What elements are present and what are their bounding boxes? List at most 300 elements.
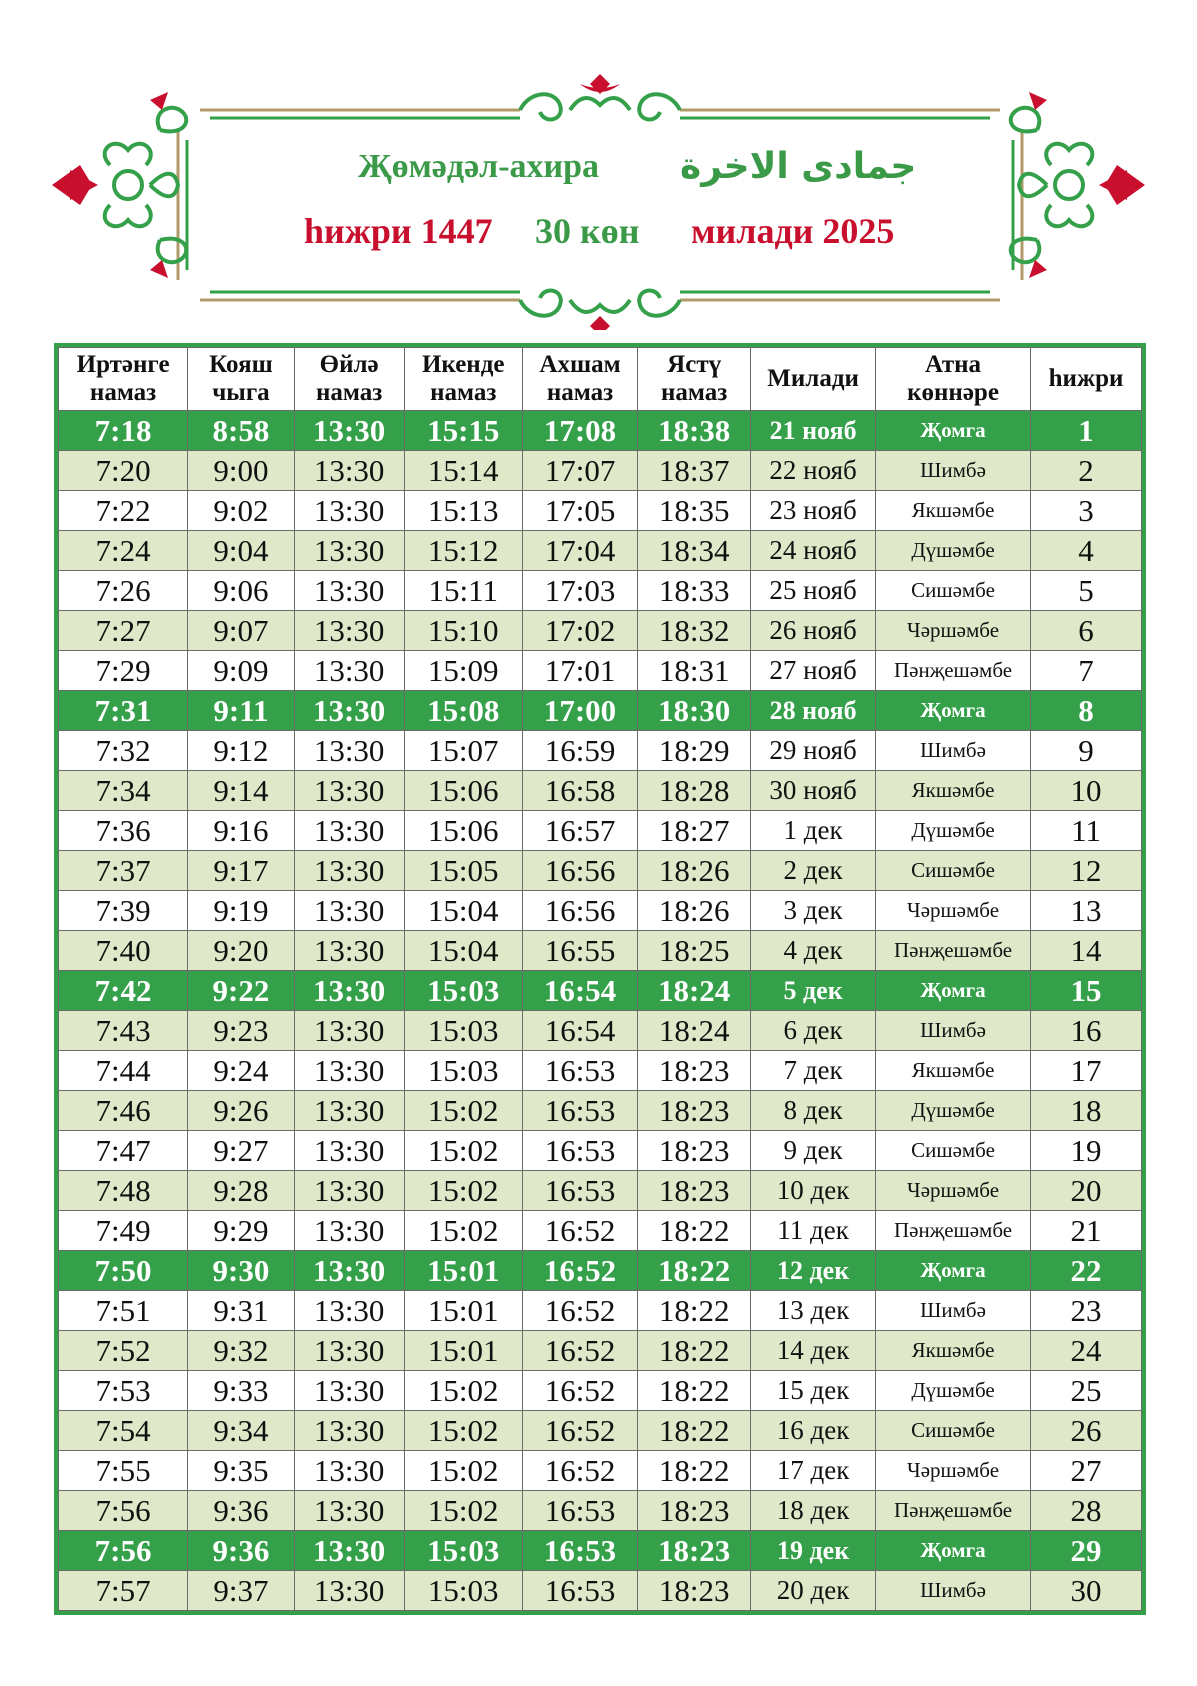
cell-weekday: Дүшәмбе (876, 531, 1031, 571)
cell-sunrise: 9:22 (188, 971, 295, 1011)
cell-hijri-day: 6 (1031, 611, 1142, 651)
cell-evening-prayer: 16:58 (522, 771, 637, 811)
month-name-tatar: Җөмәдәл-ахира (358, 148, 600, 185)
cell-weekday: Пәнҗешәмбе (876, 931, 1031, 971)
cell-afternoon-prayer: 15:03 (404, 1531, 522, 1571)
cell-gregorian-date: 17 дек (751, 1451, 876, 1491)
cell-sunrise: 9:36 (188, 1531, 295, 1571)
cell-weekday: Чәршәмбе (876, 1171, 1031, 1211)
cell-hijri-day: 11 (1031, 811, 1142, 851)
cell-noon-prayer: 13:30 (294, 1251, 404, 1291)
cell-morning-prayer: 7:54 (59, 1411, 188, 1451)
cell-morning-prayer: 7:49 (59, 1211, 188, 1251)
cell-weekday: Җомга (876, 1531, 1031, 1571)
cell-evening-prayer: 16:53 (522, 1491, 637, 1531)
cell-afternoon-prayer: 15:02 (404, 1411, 522, 1451)
cell-hijri-day: 15 (1031, 971, 1142, 1011)
cell-hijri-day: 5 (1031, 571, 1142, 611)
table-row (59, 811, 1142, 851)
header-line: һижри (1048, 365, 1124, 392)
cell-afternoon-prayer: 15:06 (404, 771, 522, 811)
cell-night-prayer: 18:22 (638, 1371, 751, 1411)
cell-noon-prayer: 13:30 (294, 571, 404, 611)
cell-evening-prayer: 16:54 (522, 1011, 637, 1051)
cell-night-prayer: 18:35 (638, 491, 751, 531)
cell-evening-prayer: 16:53 (522, 1131, 637, 1171)
cell-evening-prayer: 16:53 (522, 1051, 637, 1091)
cell-hijri-day: 19 (1031, 1131, 1142, 1171)
cell-night-prayer: 18:23 (638, 1491, 751, 1531)
cell-morning-prayer: 7:24 (59, 531, 188, 571)
cell-morning-prayer: 7:47 (59, 1131, 188, 1171)
cell-weekday: Чәршәмбе (876, 891, 1031, 931)
cell-weekday: Шимбә (876, 451, 1031, 491)
cell-gregorian-date: 13 дек (751, 1291, 876, 1331)
cell-night-prayer: 18:23 (638, 1571, 751, 1611)
cell-sunrise: 9:33 (188, 1371, 295, 1411)
table-row (59, 1451, 1142, 1491)
hijri-year: һижри 1447 (304, 211, 493, 251)
cell-afternoon-prayer: 15:02 (404, 1371, 522, 1411)
table-row (59, 1171, 1142, 1211)
cell-afternoon-prayer: 15:12 (404, 531, 522, 571)
cell-morning-prayer: 7:52 (59, 1331, 188, 1371)
cell-weekday: Җомга (876, 411, 1031, 451)
cell-evening-prayer: 16:53 (522, 1171, 637, 1211)
cell-hijri-day: 3 (1031, 491, 1142, 531)
cell-noon-prayer: 13:30 (294, 611, 404, 651)
table-row (59, 1331, 1142, 1371)
cell-noon-prayer: 13:30 (294, 1411, 404, 1451)
cell-hijri-day: 4 (1031, 531, 1142, 571)
cell-sunrise: 9:06 (188, 571, 295, 611)
cell-afternoon-prayer: 15:01 (404, 1291, 522, 1331)
cell-noon-prayer: 13:30 (294, 411, 404, 451)
header-afternoon-prayer (404, 348, 522, 411)
cell-weekday: Сишәмбе (876, 1131, 1031, 1171)
cell-morning-prayer: 7:32 (59, 731, 188, 771)
table-row-friday (59, 971, 1142, 1011)
cell-hijri-day: 27 (1031, 1451, 1142, 1491)
cell-gregorian-date: 12 дек (751, 1251, 876, 1291)
cell-night-prayer: 18:31 (638, 651, 751, 691)
cell-gregorian-date: 27 нояб (751, 651, 876, 691)
cell-noon-prayer: 13:30 (294, 811, 404, 851)
table-row (59, 611, 1142, 651)
cell-hijri-day: 26 (1031, 1411, 1142, 1451)
cell-gregorian-date: 3 дек (751, 891, 876, 931)
cell-weekday: Чәршәмбе (876, 1451, 1031, 1491)
cell-night-prayer: 18:23 (638, 1131, 751, 1171)
table-row (59, 1371, 1142, 1411)
cell-night-prayer: 18:26 (638, 851, 751, 891)
cell-sunrise: 9:36 (188, 1491, 295, 1531)
month-days-count: 30 көн (535, 211, 640, 251)
cell-morning-prayer: 7:37 (59, 851, 188, 891)
cell-weekday: Якшәмбе (876, 1331, 1031, 1371)
cell-morning-prayer: 7:29 (59, 651, 188, 691)
cell-night-prayer: 18:28 (638, 771, 751, 811)
cell-sunrise: 9:23 (188, 1011, 295, 1051)
cell-night-prayer: 18:24 (638, 971, 751, 1011)
cell-morning-prayer: 7:48 (59, 1171, 188, 1211)
cell-morning-prayer: 7:44 (59, 1051, 188, 1091)
cell-night-prayer: 18:38 (638, 411, 751, 451)
cell-gregorian-date: 10 дек (751, 1171, 876, 1211)
cell-afternoon-prayer: 15:11 (404, 571, 522, 611)
cell-morning-prayer: 7:18 (59, 411, 188, 451)
cell-morning-prayer: 7:51 (59, 1291, 188, 1331)
cell-sunrise: 9:11 (188, 691, 295, 731)
header-line: намаз (660, 379, 728, 406)
cell-night-prayer: 18:22 (638, 1291, 751, 1331)
cell-hijri-day: 21 (1031, 1211, 1142, 1251)
header-night-prayer (638, 348, 751, 411)
cell-gregorian-date: 4 дек (751, 931, 876, 971)
cell-weekday: Җомга (876, 691, 1031, 731)
cell-afternoon-prayer: 15:03 (404, 1051, 522, 1091)
cell-afternoon-prayer: 15:07 (404, 731, 522, 771)
cell-weekday: Пәнҗешәмбе (876, 1211, 1031, 1251)
cell-noon-prayer: 13:30 (294, 651, 404, 691)
header-line: чыга (212, 379, 270, 406)
table-body (59, 411, 1142, 1611)
cell-morning-prayer: 7:55 (59, 1451, 188, 1491)
header-line: Атна (925, 351, 982, 378)
cell-gregorian-date: 11 дек (751, 1211, 876, 1251)
cell-noon-prayer: 13:30 (294, 1171, 404, 1211)
cell-hijri-day: 1 (1031, 411, 1142, 451)
cell-afternoon-prayer: 15:02 (404, 1131, 522, 1171)
cell-night-prayer: 18:30 (638, 691, 751, 731)
table-row (59, 1491, 1142, 1531)
cell-night-prayer: 18:24 (638, 1011, 751, 1051)
cell-night-prayer: 18:27 (638, 811, 751, 851)
cell-hijri-day: 7 (1031, 651, 1142, 691)
table-row (59, 1131, 1142, 1171)
table-row (59, 491, 1142, 531)
calendar-header (50, 70, 1147, 330)
cell-weekday: Сишәмбе (876, 1411, 1031, 1451)
table-row (59, 1571, 1142, 1611)
cell-afternoon-prayer: 15:03 (404, 971, 522, 1011)
cell-sunrise: 9:12 (188, 731, 295, 771)
table-row (59, 1091, 1142, 1131)
cell-hijri-day: 30 (1031, 1571, 1142, 1611)
month-name-arabic: جمادى الاخرة (680, 146, 917, 187)
header-line: Өйлә (319, 351, 379, 378)
cell-gregorian-date: 5 дек (751, 971, 876, 1011)
table-row (59, 1051, 1142, 1091)
cell-weekday: Чәршәмбе (876, 611, 1031, 651)
table-row-friday (59, 1531, 1142, 1571)
cell-afternoon-prayer: 15:08 (404, 691, 522, 731)
cell-hijri-day: 2 (1031, 451, 1142, 491)
cell-gregorian-date: 30 нояб (751, 771, 876, 811)
header-line: Милади (767, 365, 859, 392)
cell-sunrise: 9:37 (188, 1571, 295, 1611)
cell-weekday: Шимбә (876, 1571, 1031, 1611)
cell-gregorian-date: 28 нояб (751, 691, 876, 731)
cell-morning-prayer: 7:31 (59, 691, 188, 731)
cell-morning-prayer: 7:43 (59, 1011, 188, 1051)
cell-weekday: Сишәмбе (876, 851, 1031, 891)
cell-sunrise: 9:31 (188, 1291, 295, 1331)
cell-hijri-day: 24 (1031, 1331, 1142, 1371)
cell-evening-prayer: 17:00 (522, 691, 637, 731)
cell-hijri-day: 17 (1031, 1051, 1142, 1091)
cell-afternoon-prayer: 15:05 (404, 851, 522, 891)
cell-weekday: Дүшәмбе (876, 1091, 1031, 1131)
cell-evening-prayer: 17:01 (522, 651, 637, 691)
cell-night-prayer: 18:37 (638, 451, 751, 491)
cell-hijri-day: 28 (1031, 1491, 1142, 1531)
header-noon-prayer (294, 348, 404, 411)
table-row-friday (59, 411, 1142, 451)
cell-gregorian-date: 6 дек (751, 1011, 876, 1051)
cell-sunrise: 9:04 (188, 531, 295, 571)
cell-hijri-day: 8 (1031, 691, 1142, 731)
cell-noon-prayer: 13:30 (294, 931, 404, 971)
header-gregorian-date (751, 348, 876, 411)
cell-sunrise: 9:07 (188, 611, 295, 651)
cell-weekday: Якшәмбе (876, 491, 1031, 531)
prayer-times-table (54, 343, 1146, 1615)
cell-weekday: Җомга (876, 1251, 1031, 1291)
cell-gregorian-date: 7 дек (751, 1051, 876, 1091)
cell-evening-prayer: 16:53 (522, 1531, 637, 1571)
cell-night-prayer: 18:25 (638, 931, 751, 971)
cell-evening-prayer: 16:52 (522, 1331, 637, 1371)
table-row (59, 1011, 1142, 1051)
cell-sunrise: 9:27 (188, 1131, 295, 1171)
cell-noon-prayer: 13:30 (294, 491, 404, 531)
cell-evening-prayer: 16:52 (522, 1451, 637, 1491)
cell-afternoon-prayer: 15:02 (404, 1091, 522, 1131)
cell-sunrise: 9:20 (188, 931, 295, 971)
cell-gregorian-date: 15 дек (751, 1371, 876, 1411)
cell-evening-prayer: 16:59 (522, 731, 637, 771)
cell-night-prayer: 18:22 (638, 1411, 751, 1451)
cell-afternoon-prayer: 15:01 (404, 1331, 522, 1371)
cell-afternoon-prayer: 15:04 (404, 891, 522, 931)
cell-gregorian-date: 9 дек (751, 1131, 876, 1171)
cell-evening-prayer: 16:56 (522, 851, 637, 891)
cell-night-prayer: 18:22 (638, 1251, 751, 1291)
cell-night-prayer: 18:22 (638, 1331, 751, 1371)
cell-afternoon-prayer: 15:14 (404, 451, 522, 491)
cell-noon-prayer: 13:30 (294, 1051, 404, 1091)
cell-morning-prayer: 7:40 (59, 931, 188, 971)
cell-morning-prayer: 7:56 (59, 1491, 188, 1531)
cell-hijri-day: 14 (1031, 931, 1142, 971)
cell-evening-prayer: 17:05 (522, 491, 637, 531)
table-row (59, 1411, 1142, 1451)
cell-hijri-day: 29 (1031, 1531, 1142, 1571)
cell-night-prayer: 18:29 (638, 731, 751, 771)
cell-afternoon-prayer: 15:02 (404, 1491, 522, 1531)
cell-evening-prayer: 16:53 (522, 1091, 637, 1131)
cell-evening-prayer: 16:57 (522, 811, 637, 851)
cell-noon-prayer: 13:30 (294, 971, 404, 1011)
cell-hijri-day: 9 (1031, 731, 1142, 771)
cell-night-prayer: 18:34 (638, 531, 751, 571)
table-row (59, 931, 1142, 971)
cell-morning-prayer: 7:46 (59, 1091, 188, 1131)
cell-sunrise: 9:00 (188, 451, 295, 491)
table-row (59, 651, 1142, 691)
cell-night-prayer: 18:33 (638, 571, 751, 611)
cell-noon-prayer: 13:30 (294, 1491, 404, 1531)
cell-afternoon-prayer: 15:09 (404, 651, 522, 691)
cell-hijri-day: 10 (1031, 771, 1142, 811)
cell-afternoon-prayer: 15:03 (404, 1571, 522, 1611)
cell-morning-prayer: 7:36 (59, 811, 188, 851)
cell-sunrise: 9:30 (188, 1251, 295, 1291)
cell-hijri-day: 16 (1031, 1011, 1142, 1051)
cell-evening-prayer: 16:55 (522, 931, 637, 971)
cell-sunrise: 9:26 (188, 1091, 295, 1131)
cell-sunrise: 9:02 (188, 491, 295, 531)
cell-weekday: Якшәмбе (876, 771, 1031, 811)
cell-afternoon-prayer: 15:06 (404, 811, 522, 851)
header-line: Икенде (421, 351, 505, 378)
header-line: Иртәнге (76, 351, 170, 378)
ornamental-frame (50, 70, 1147, 330)
table-row (59, 771, 1142, 811)
cell-morning-prayer: 7:20 (59, 451, 188, 491)
header-line: көннәре (907, 379, 999, 406)
cell-noon-prayer: 13:30 (294, 1291, 404, 1331)
cell-gregorian-date: 29 нояб (751, 731, 876, 771)
cell-evening-prayer: 17:07 (522, 451, 637, 491)
cell-morning-prayer: 7:39 (59, 891, 188, 931)
cell-noon-prayer: 13:30 (294, 1331, 404, 1371)
cell-evening-prayer: 17:04 (522, 531, 637, 571)
cell-evening-prayer: 17:03 (522, 571, 637, 611)
table-row (59, 1291, 1142, 1331)
cell-gregorian-date: 16 дек (751, 1411, 876, 1451)
cell-gregorian-date: 24 нояб (751, 531, 876, 571)
header-line: намаз (89, 379, 157, 406)
cell-night-prayer: 18:23 (638, 1051, 751, 1091)
header-weekday (876, 348, 1031, 411)
cell-evening-prayer: 17:08 (522, 411, 637, 451)
cell-evening-prayer: 16:54 (522, 971, 637, 1011)
table-row (59, 531, 1142, 571)
cell-hijri-day: 13 (1031, 891, 1142, 931)
cell-weekday: Шимбә (876, 1011, 1031, 1051)
cell-sunrise: 9:29 (188, 1211, 295, 1251)
cell-afternoon-prayer: 15:02 (404, 1451, 522, 1491)
cell-weekday: Шимбә (876, 731, 1031, 771)
cell-evening-prayer: 16:52 (522, 1211, 637, 1251)
cell-evening-prayer: 16:52 (522, 1371, 637, 1411)
table-row-friday (59, 1251, 1142, 1291)
table-row (59, 891, 1142, 931)
cell-night-prayer: 18:32 (638, 611, 751, 651)
cell-hijri-day: 18 (1031, 1091, 1142, 1131)
cell-hijri-day: 20 (1031, 1171, 1142, 1211)
cell-night-prayer: 18:22 (638, 1211, 751, 1251)
header-line: намаз (546, 379, 614, 406)
cell-weekday: Дүшәмбе (876, 1371, 1031, 1411)
cell-morning-prayer: 7:22 (59, 491, 188, 531)
table-row (59, 1211, 1142, 1251)
cell-hijri-day: 25 (1031, 1371, 1142, 1411)
cell-noon-prayer: 13:30 (294, 691, 404, 731)
cell-morning-prayer: 7:57 (59, 1571, 188, 1611)
cell-gregorian-date: 8 дек (751, 1091, 876, 1131)
cell-noon-prayer: 13:30 (294, 851, 404, 891)
cell-night-prayer: 18:26 (638, 891, 751, 931)
cell-night-prayer: 18:23 (638, 1091, 751, 1131)
cell-sunrise: 9:14 (188, 771, 295, 811)
gregorian-year: милади 2025 (691, 211, 895, 251)
cell-gregorian-date: 26 нояб (751, 611, 876, 651)
cell-evening-prayer: 16:52 (522, 1251, 637, 1291)
cell-noon-prayer: 13:30 (294, 1371, 404, 1411)
cell-noon-prayer: 13:30 (294, 891, 404, 931)
header-evening-prayer (522, 348, 637, 411)
header-line: намаз (315, 379, 383, 406)
cell-gregorian-date: 1 дек (751, 811, 876, 851)
cell-noon-prayer: 13:30 (294, 1451, 404, 1491)
cell-morning-prayer: 7:50 (59, 1251, 188, 1291)
cell-gregorian-date: 23 нояб (751, 491, 876, 531)
cell-gregorian-date: 25 нояб (751, 571, 876, 611)
cell-evening-prayer: 16:52 (522, 1411, 637, 1451)
header-line: Ахшам (539, 351, 621, 378)
cell-night-prayer: 18:22 (638, 1451, 751, 1491)
cell-sunrise: 9:16 (188, 811, 295, 851)
cell-weekday: Пәнҗешәмбе (876, 651, 1031, 691)
cell-evening-prayer: 16:52 (522, 1291, 637, 1331)
cell-morning-prayer: 7:27 (59, 611, 188, 651)
cell-evening-prayer: 16:53 (522, 1571, 637, 1611)
cell-gregorian-date: 19 дек (751, 1531, 876, 1571)
cell-noon-prayer: 13:30 (294, 1131, 404, 1171)
cell-noon-prayer: 13:30 (294, 531, 404, 571)
cell-noon-prayer: 13:30 (294, 451, 404, 491)
top-ornament (520, 94, 680, 119)
left-ornament (105, 108, 187, 262)
header-hijri-day (1031, 348, 1142, 411)
cell-morning-prayer: 7:42 (59, 971, 188, 1011)
cell-gregorian-date: 21 нояб (751, 411, 876, 451)
cell-morning-prayer: 7:56 (59, 1531, 188, 1571)
cell-morning-prayer: 7:34 (59, 771, 188, 811)
cell-weekday: Җомга (876, 971, 1031, 1011)
cell-noon-prayer: 13:30 (294, 731, 404, 771)
cell-noon-prayer: 13:30 (294, 1571, 404, 1611)
cell-afternoon-prayer: 15:02 (404, 1171, 522, 1211)
cell-gregorian-date: 2 дек (751, 851, 876, 891)
cell-afternoon-prayer: 15:10 (404, 611, 522, 651)
cell-noon-prayer: 13:30 (294, 1011, 404, 1051)
table-row (59, 731, 1142, 771)
header-morning-prayer (59, 348, 188, 411)
cell-sunrise: 9:19 (188, 891, 295, 931)
cell-noon-prayer: 13:30 (294, 1531, 404, 1571)
header-line: Ястү (667, 351, 722, 378)
cell-afternoon-prayer: 15:15 (404, 411, 522, 451)
cell-gregorian-date: 14 дек (751, 1331, 876, 1371)
cell-sunrise: 9:17 (188, 851, 295, 891)
table-header-row (59, 348, 1142, 411)
cell-sunrise: 9:34 (188, 1411, 295, 1451)
table-row (59, 851, 1142, 891)
